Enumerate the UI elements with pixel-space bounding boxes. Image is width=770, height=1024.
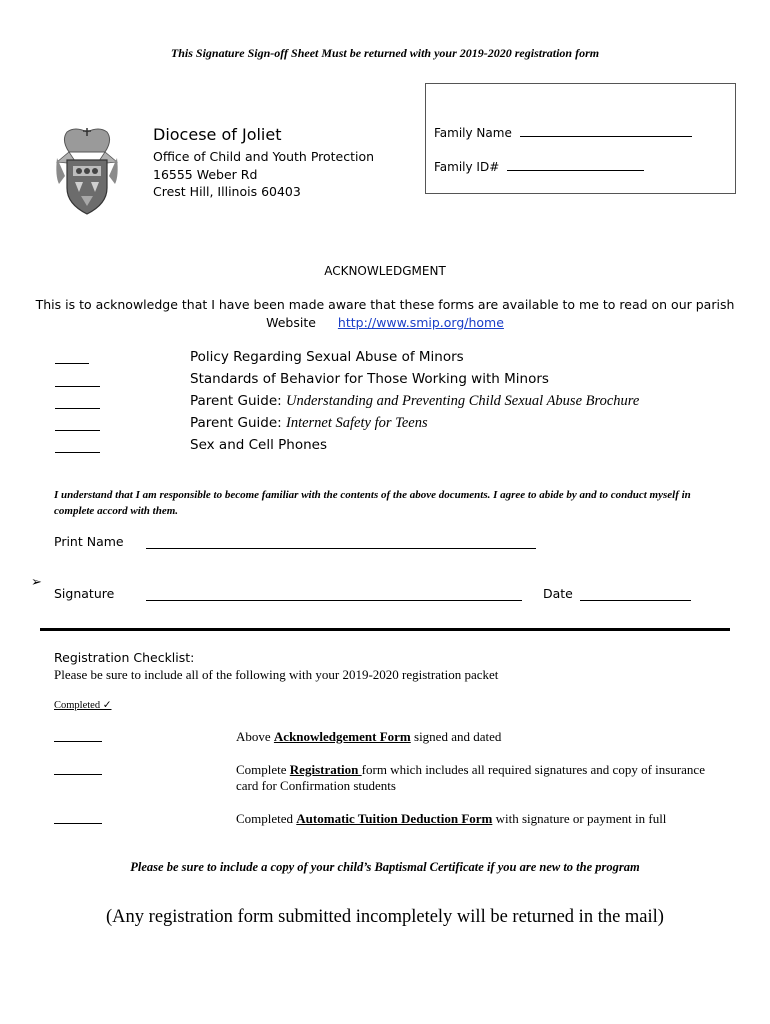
print-name-label: Print Name [54, 534, 124, 549]
arrow-bullet-icon: ➢ [31, 574, 42, 589]
document-title: Policy Regarding Sexual Abuse of Minors [190, 349, 464, 365]
checklist-item-doc: Acknowledgement Form [273, 729, 411, 744]
document-item [190, 393, 639, 410]
doc-checkbox-blank[interactable] [55, 363, 89, 364]
checklist-item-text: signed and dated [410, 729, 502, 744]
family-id-field[interactable] [507, 158, 644, 171]
diocese-office: Office of Child and Youth Protection [153, 149, 375, 164]
baptism-note: Please be sure to include a copy of your child’s Baptismal Certificate if you are new to the program [130, 860, 640, 874]
checklist-item-text: Complete [236, 762, 290, 777]
doc-checkbox-blank[interactable] [55, 386, 100, 387]
website-label: Website [266, 315, 316, 330]
top-note: This Signature Sign-off Sheet Must be returned with your 2019-2020 registration form [170, 46, 600, 60]
completed-label: Completed ✓ [54, 700, 112, 711]
checklist-item-text: Completed [236, 811, 297, 826]
checklist-subtitle: Please be sure to include all of the following with your 2019-2020 registration packet [54, 667, 499, 682]
document-item [190, 349, 464, 365]
document-prefix: Parent Guide: [190, 415, 286, 431]
diocese-name: Diocese of Joliet [153, 125, 282, 144]
section-divider [40, 628, 730, 631]
date-label: Date [543, 586, 573, 601]
checklist-title: Registration Checklist: [54, 650, 195, 665]
document-item [190, 415, 428, 432]
checklist-item-text: with signature or payment in full [492, 811, 667, 826]
website-link[interactable]: http://www.smip.org/home [337, 315, 504, 330]
checklist-item-doc: Registration [289, 762, 362, 777]
diocese-street: 16555 Weber Rd [153, 167, 258, 182]
checklist-blank[interactable] [54, 774, 102, 775]
date-field[interactable] [580, 600, 691, 601]
signature-field[interactable] [146, 600, 522, 601]
family-name-field[interactable] [520, 124, 692, 137]
diocese-city: Crest Hill, Illinois 60403 [153, 184, 301, 199]
document-prefix: Parent Guide: [190, 393, 286, 409]
diocese-crest-logo [55, 126, 119, 216]
doc-checkbox-blank[interactable] [55, 452, 100, 453]
incomplete-note: (Any registration form submitted incompletely will be returned in the mail) [106, 907, 664, 927]
doc-checkbox-blank[interactable] [55, 408, 100, 409]
acknowledgment-text [0, 296, 770, 332]
agreement-statement: I understand that I am responsible to become familiar with the contents of the above documents. I agree to abide by and to conduct myself in complete accord with them. [54, 489, 691, 517]
document-item [190, 437, 327, 453]
doc-checkbox-blank[interactable] [55, 430, 100, 431]
website-row [0, 314, 770, 332]
checklist-item [236, 811, 706, 827]
family-info-box [425, 83, 736, 194]
checklist-item-doc: Automatic Tuition Deduction Form [296, 811, 493, 826]
signature-label: Signature [54, 586, 115, 601]
acknowledgment-body: This is to acknowledge that I have been made aware that these forms are available to me to read on our parish [35, 297, 735, 312]
checklist-blank[interactable] [54, 741, 102, 742]
family-id-label: Family ID# [434, 160, 500, 174]
print-name-field[interactable] [146, 548, 536, 549]
checklist-item [236, 762, 706, 794]
document-item [190, 371, 549, 387]
document-title: Understanding and Preventing Child Sexual Abuse Brochure [286, 393, 640, 409]
checklist-item-text: form which includes all required signatures and copy of insurance card for Confirmation students [236, 762, 705, 793]
checklist-blank[interactable] [54, 823, 102, 824]
acknowledgment-title: ACKNOWLEDGMENT [324, 264, 446, 278]
family-name-row [434, 124, 692, 140]
family-id-row [434, 158, 644, 174]
document-title: Sex and Cell Phones [190, 437, 327, 453]
document-title: Standards of Behavior for Those Working with Minors [190, 371, 549, 387]
family-name-label: Family Name [434, 126, 512, 140]
checklist-item-text: Above [236, 729, 274, 744]
document-title: Internet Safety for Teens [286, 415, 428, 431]
checklist-item [236, 729, 706, 745]
